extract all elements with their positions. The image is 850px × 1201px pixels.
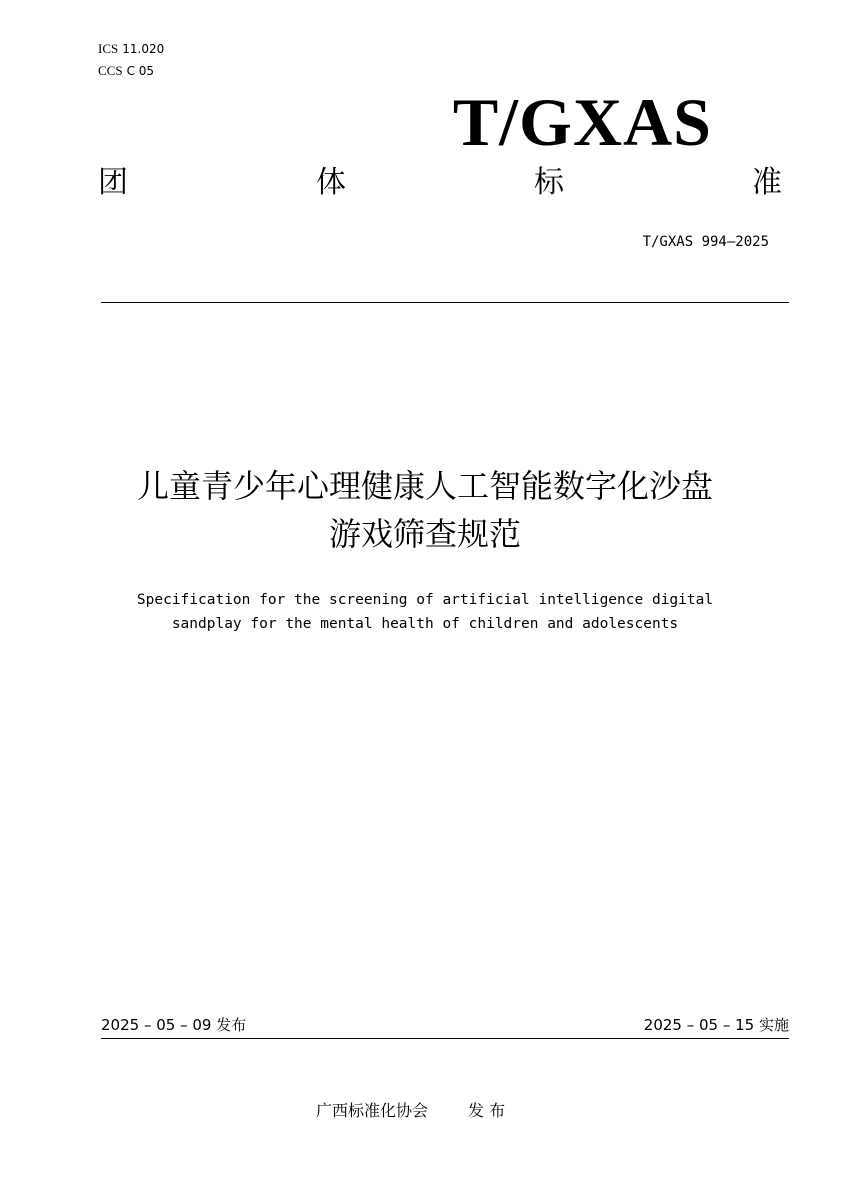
chinese-title-line: 儿童青少年心理健康人工智能数字化沙盘 (136, 467, 713, 505)
standard-number: T/GXAS 994—2025 (642, 234, 769, 250)
footer-divider (101, 1038, 789, 1039)
standard-type-char: 准 (752, 165, 782, 200)
standard-brand: T/GXAS (452, 84, 712, 160)
standard-type-heading (98, 163, 782, 203)
ics-value: 11.020 (122, 42, 165, 56)
standard-type-char: 团 (98, 165, 128, 200)
implementation-date: 2025 – 05 – 15 实施 (643, 1016, 789, 1034)
publisher-name: 广西标准化协会 (316, 1101, 429, 1120)
chinese-title (60, 462, 790, 558)
publisher-line (316, 1100, 505, 1122)
english-title-line: sandplay for the mental health of children and adolescents (171, 616, 679, 632)
publish-label: 发 布 (468, 1101, 506, 1120)
english-title (60, 588, 790, 636)
ccs-label: CCS (98, 63, 123, 78)
ccs-code (98, 63, 154, 79)
standard-type-char: 体 (316, 165, 346, 200)
chinese-title-line: 游戏筛查规范 (328, 515, 521, 553)
ccs-value: C 05 (126, 64, 155, 78)
standard-type-char: 标 (534, 165, 564, 200)
ics-label: ICS (98, 41, 119, 56)
english-title-line: Specification for the screening of artificial intelligence digital (136, 592, 714, 608)
ics-code (98, 41, 164, 57)
header-divider (101, 302, 789, 303)
issue-date: 2025 – 05 – 09 发布 (101, 1016, 247, 1034)
